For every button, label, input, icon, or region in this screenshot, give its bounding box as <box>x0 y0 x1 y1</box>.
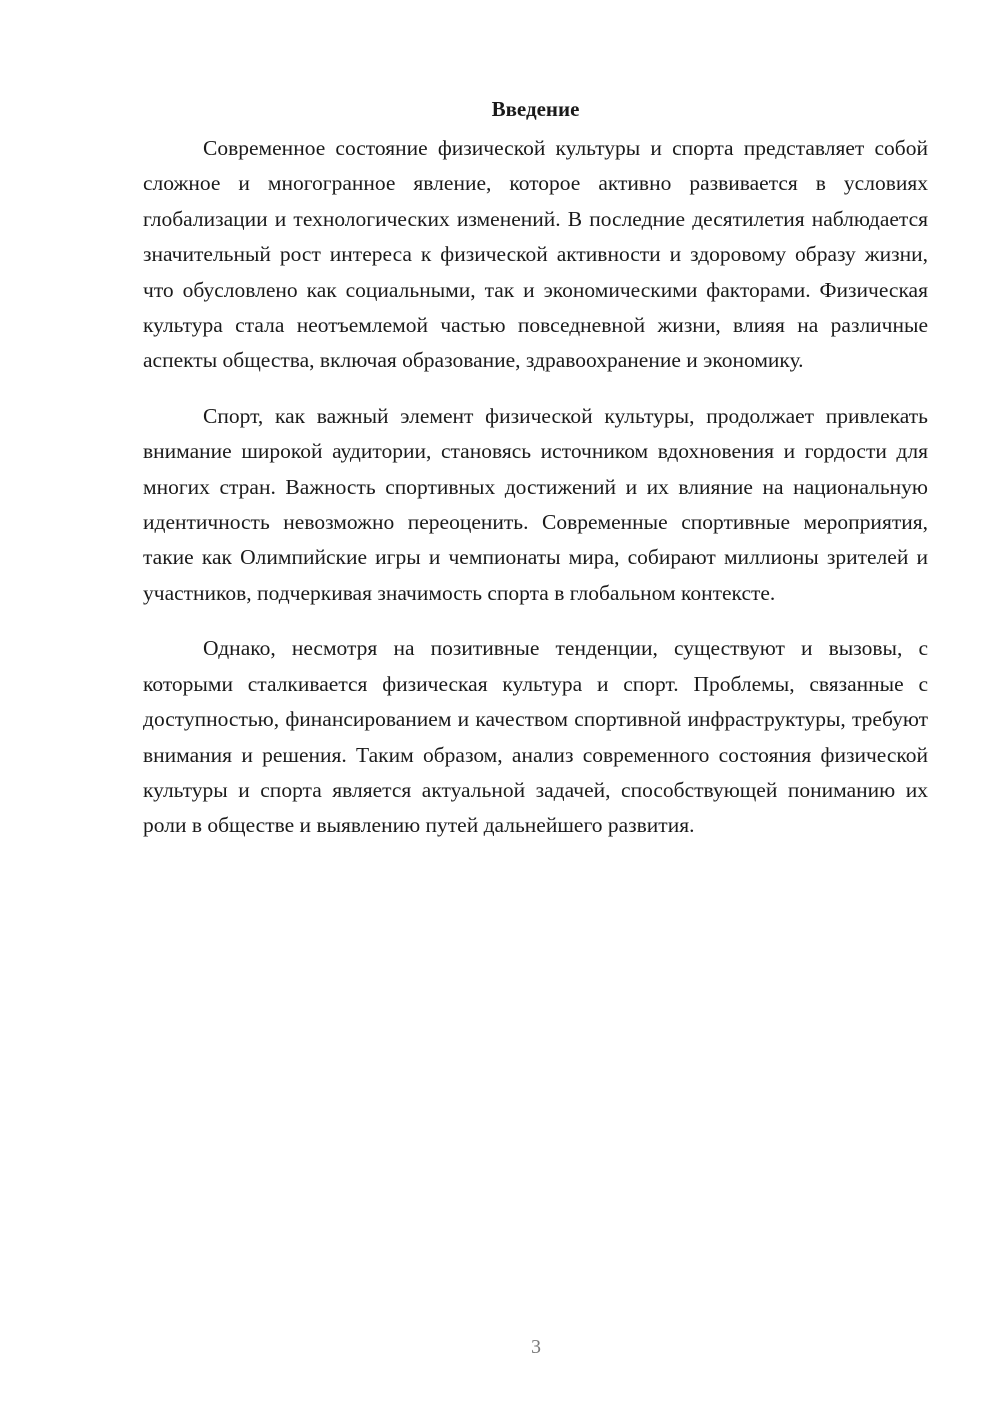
paragraph-3: Однако, несмотря на позитивные тенденции, существуют и вызовы, с которыми сталкивается физическая культура и спорт. Проблемы, связанные с доступностью, финансированием и качеством спортивной инфраструктуры, требуют внимания и решения. Таким образом, анализ современного состояния физической культуры и спорта является актуальной задачей, способствующей пониманию их роли в обществе и выявлению путей дальнейшего развития. <box>143 636 928 838</box>
paragraph-2: Спорт, как важный элемент физической культуры, продолжает привлекать внимание широкой аудитории, становясь источником вдохновения и гордости для многих стран. Важность спортивных достижений и их влияние на национальную идентичность невозможно переоценить. Современные спортивные мероприятия, такие как Олимпийские игры и чемпионаты мира, собирают миллионы зрителей и участников, подчеркивая значимость спорта в глобальном контексте. <box>143 403 928 605</box>
page-content <box>143 92 928 864</box>
page-number: 3 <box>531 1336 541 1358</box>
paragraph-1: Современное состояние физической культуры и спорта представляет собой сложное и многогранное явление, которое активно развивается в условиях глобализации и технологических изменений. В последние десятилетия наблюдается значительный рост интереса к физической активности и здоровому образу жизни, что обусловлено как социальными, так и экономическими факторами. Физическая культура стала неотъемлемой частью повседневной жизни, влияя на различные аспекты общества, включая образование, здравоохранение и экономику. <box>143 136 928 373</box>
section-heading: Введение <box>491 97 580 121</box>
